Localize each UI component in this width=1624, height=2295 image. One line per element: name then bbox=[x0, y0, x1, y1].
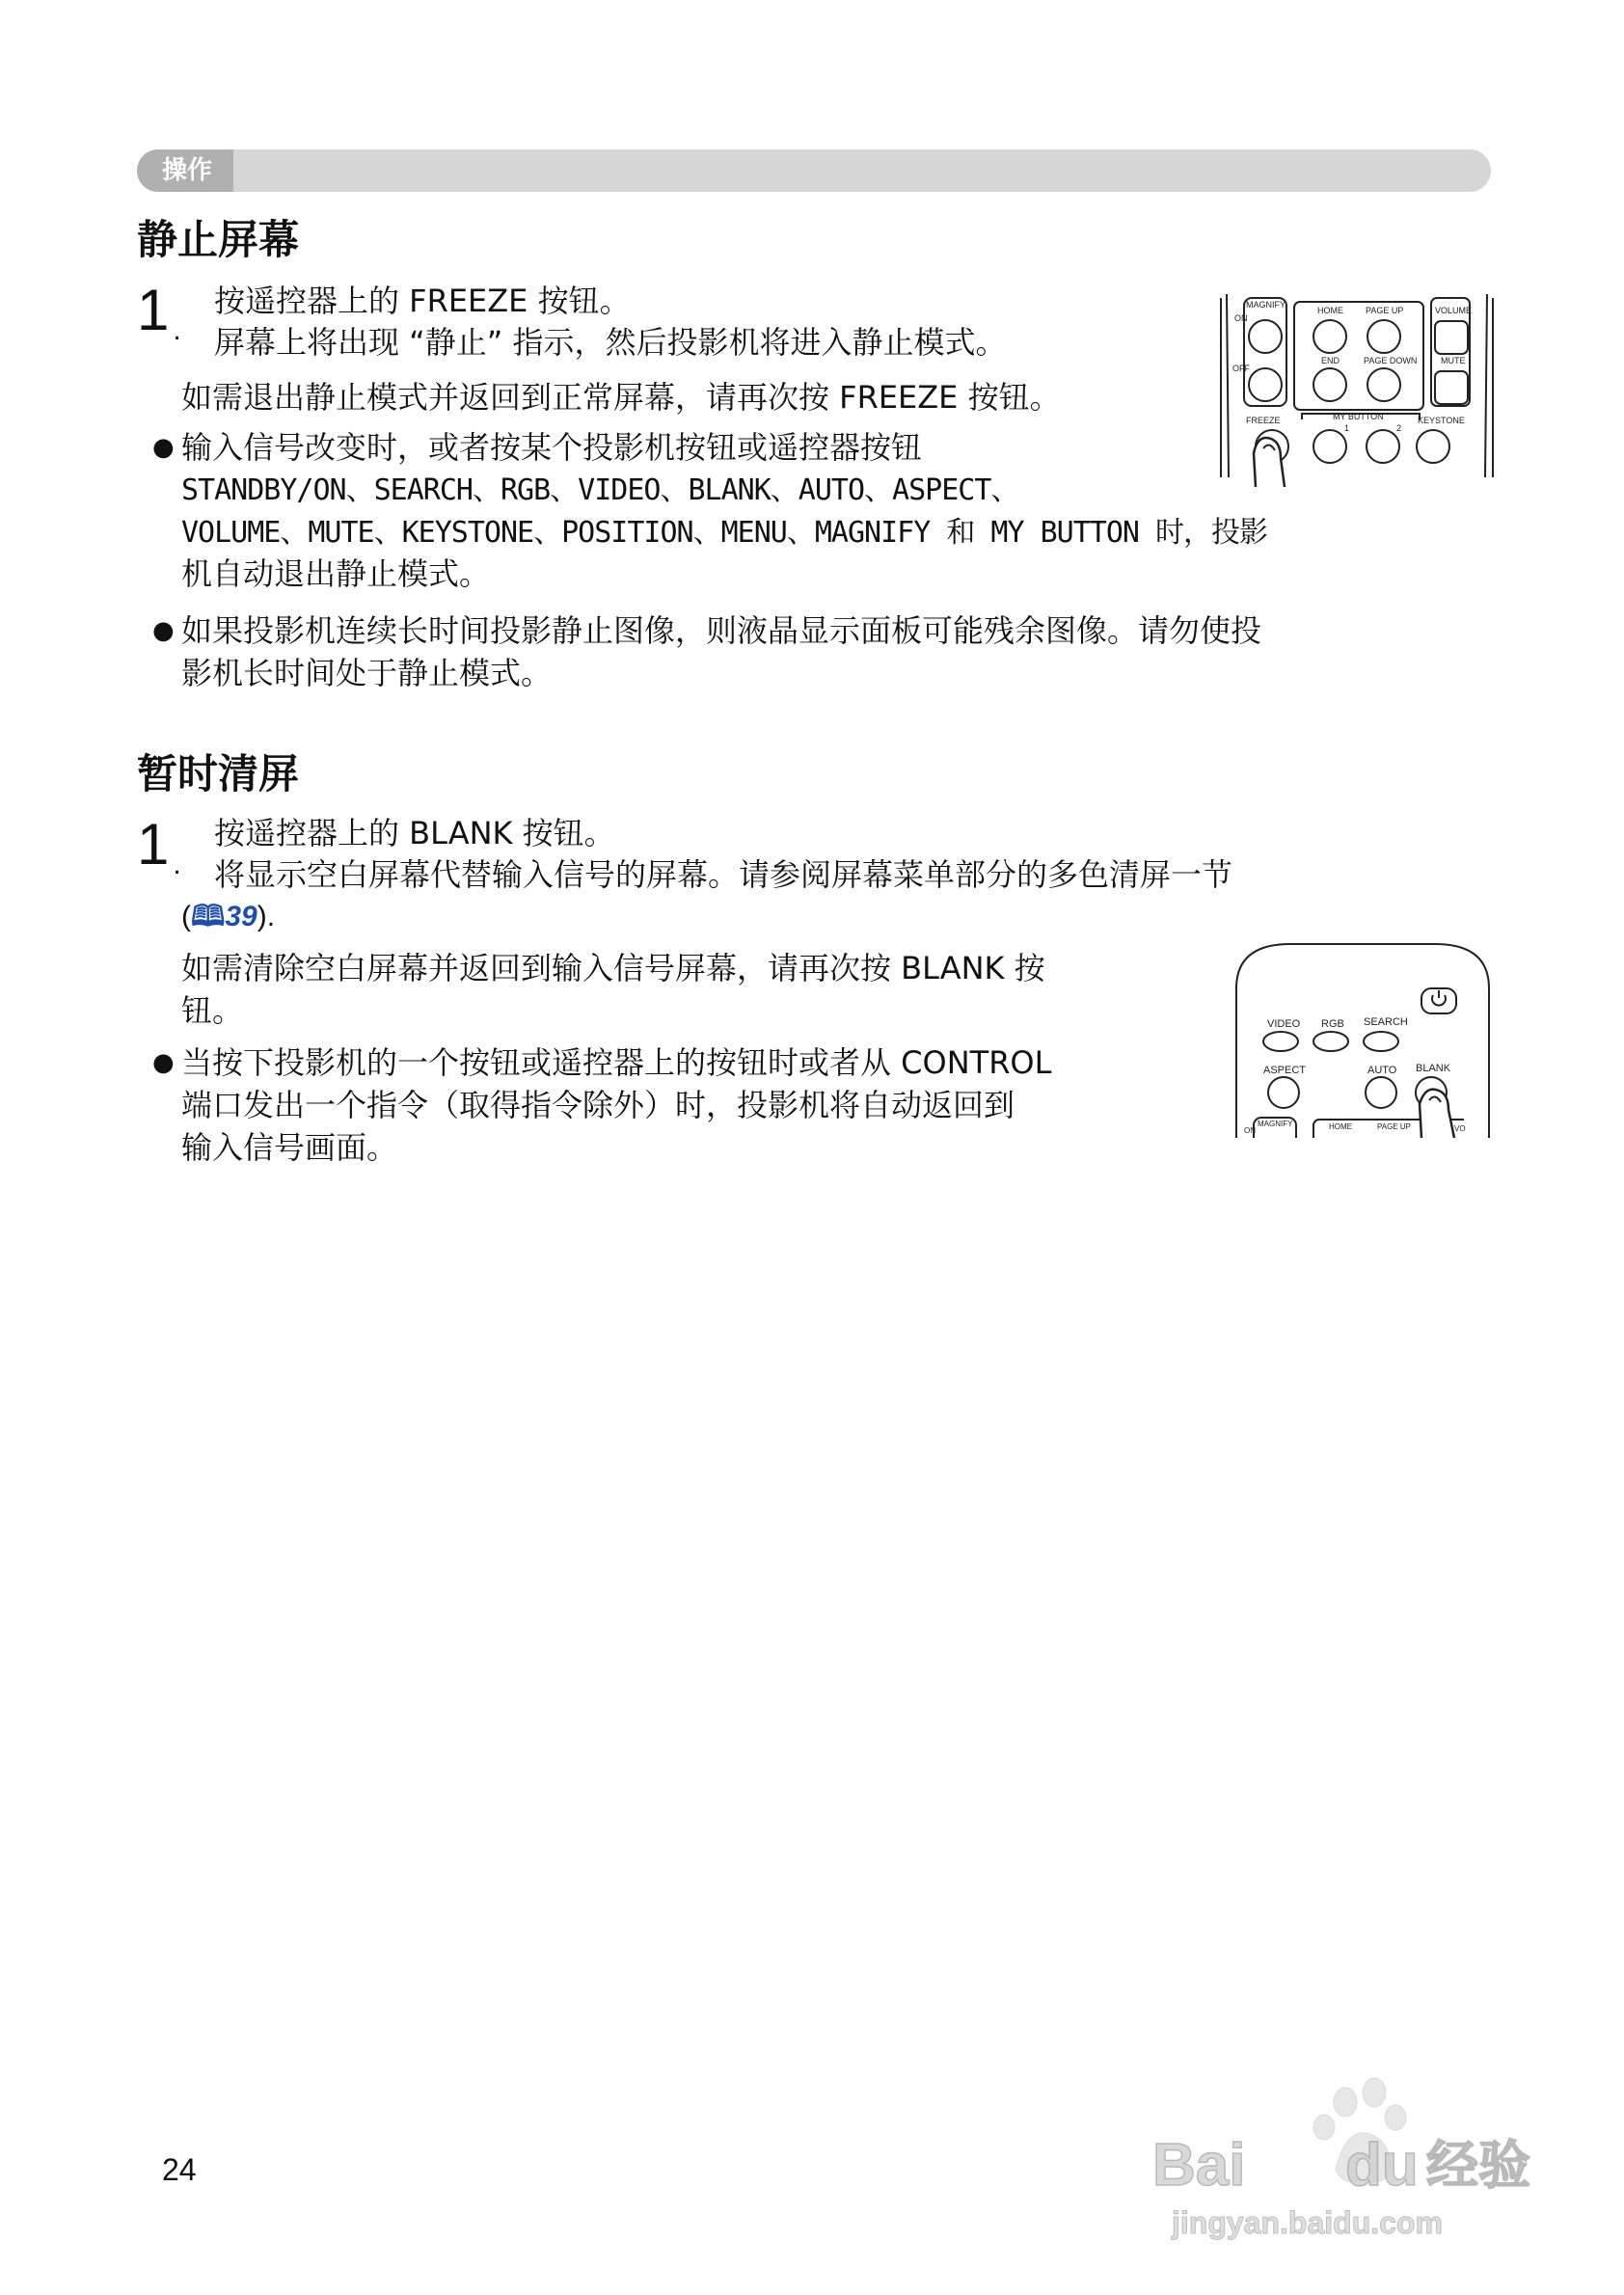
r2-auto: AUTO bbox=[1367, 1065, 1397, 1076]
baidu-watermark-logo bbox=[1152, 2064, 1538, 2256]
blank-bullet1-line2: 端口发出一个指令（取得指令除外）时，投影机将自动返回到 bbox=[181, 1087, 1015, 1123]
r1-end: END bbox=[1321, 356, 1340, 365]
blank-section-title: 暂时清屏 bbox=[137, 750, 300, 797]
freeze-bullet1-line3: VOLUME、MUTE、KEYSTONE、POSITION、MENU、MAGNIFY 和 MY BUTTON 时，投影 bbox=[181, 516, 1268, 550]
blank-page-reference bbox=[181, 895, 275, 938]
r1-off: OFF bbox=[1232, 364, 1250, 373]
ref-close-paren: ). bbox=[257, 901, 276, 932]
watermark-brand2: du bbox=[1345, 2132, 1419, 2199]
r2-video: VIDEO bbox=[1267, 1018, 1301, 1030]
freeze-bullet2-dot: ● bbox=[152, 616, 175, 645]
blank-step-digit: 1 bbox=[137, 812, 170, 877]
r1-one: 1 bbox=[1344, 423, 1350, 433]
r1-pageup: PAGE UP bbox=[1366, 306, 1404, 315]
freeze-step-digit: 1 bbox=[137, 278, 170, 342]
r1-volume: VOLUME bbox=[1435, 306, 1473, 315]
r1-home: HOME bbox=[1317, 306, 1343, 315]
remote-blank-illustration bbox=[1232, 940, 1493, 1138]
r2-search: SEARCH bbox=[1364, 1016, 1408, 1028]
r1-magnify: MAGNIFY bbox=[1246, 300, 1286, 310]
watermark-brand: Bai bbox=[1152, 2132, 1246, 2199]
r2-rgb: RGB bbox=[1321, 1018, 1344, 1030]
watermark-cn: 经验 bbox=[1426, 2137, 1530, 2195]
section-header-bar bbox=[137, 149, 1491, 192]
blank-bullet1-line1: 当按下投影机的一个按钮或遥控器上的按钮时或者从 CONTROL bbox=[181, 1044, 1052, 1081]
watermark-url: jingyan.baidu.com bbox=[1172, 2205, 1443, 2240]
freeze-bullet1-dot: ● bbox=[152, 433, 175, 462]
blank-step-line1: 按遥控器上的 BLANK 按钮。 bbox=[214, 815, 615, 851]
freeze-bullet2-line1: 如果投影机连续长时间投影静止图像，则液晶显示面板可能残余图像。请勿使投 bbox=[181, 612, 1262, 649]
section-tab-label: 操作 bbox=[137, 149, 233, 192]
freeze-step-number: 1 . bbox=[137, 278, 181, 346]
r1-mute: MUTE bbox=[1441, 356, 1466, 365]
freeze-bullet1-line1: 输入信号改变时，或者按某个投影机按钮或遥控器按钮 bbox=[181, 429, 923, 466]
freeze-exit-note: 如需退出静止模式并返回到正常屏幕，请再次按 FREEZE 按钮。 bbox=[181, 379, 1061, 416]
page-number: 24 bbox=[162, 2152, 197, 2187]
blank-bullet1-line3: 输入信号画面。 bbox=[181, 1129, 398, 1166]
freeze-bullet1-line4: 机自动退出静止模式。 bbox=[181, 555, 491, 592]
freeze-section-title: 静止屏幕 bbox=[137, 216, 300, 263]
r2-home: HOME bbox=[1329, 1122, 1352, 1131]
r2-aspect: ASPECT bbox=[1263, 1065, 1307, 1076]
r1-two: 2 bbox=[1396, 423, 1402, 433]
blank-note-line2: 钮。 bbox=[181, 992, 244, 1029]
freeze-bullet2-line2: 影机长时间处于静止模式。 bbox=[181, 655, 553, 691]
r1-pagedown: PAGE DOWN bbox=[1364, 356, 1418, 365]
remote-freeze-illustration bbox=[1217, 294, 1497, 487]
blank-bullet1-dot: ● bbox=[152, 1048, 175, 1077]
r1-on: ON bbox=[1234, 313, 1248, 323]
r2-pageup: PAGE UP bbox=[1377, 1122, 1411, 1131]
r1-freeze: FREEZE bbox=[1246, 416, 1281, 425]
r2-blank: BLANK bbox=[1416, 1063, 1451, 1074]
r1-keystone: KEYSTONE bbox=[1418, 416, 1465, 425]
r2-on: ON bbox=[1244, 1126, 1256, 1135]
ref-open-paren: ( bbox=[181, 901, 191, 932]
freeze-step-line1: 按遥控器上的 FREEZE 按钮。 bbox=[214, 283, 631, 319]
blank-step-number: 1 . bbox=[137, 812, 181, 880]
book-icon: 🕮 bbox=[191, 901, 226, 932]
freeze-bullet1-line2: STANDBY/ON、SEARCH、RGB、VIDEO、BLANK、AUTO、ASPECT、 bbox=[181, 473, 1019, 507]
r1-mybutton: MY BUTTON bbox=[1333, 412, 1384, 421]
blank-note-line1: 如需清除空白屏幕并返回到输入信号屏幕，请再次按 BLANK 按 bbox=[181, 950, 1045, 986]
blank-step-line2: 将显示空白屏幕代替输入信号的屏幕。请参阅屏幕菜单部分的多色清屏一节 bbox=[214, 856, 1233, 893]
r2-vo: VO bbox=[1454, 1124, 1466, 1133]
ref-page-number[interactable]: 39 bbox=[225, 901, 257, 932]
r2-magnify: MAGNIFY bbox=[1258, 1120, 1293, 1128]
freeze-step-line2: 屏幕上将出现 “静止” 指示，然后投影机将进入静止模式。 bbox=[214, 324, 1007, 361]
